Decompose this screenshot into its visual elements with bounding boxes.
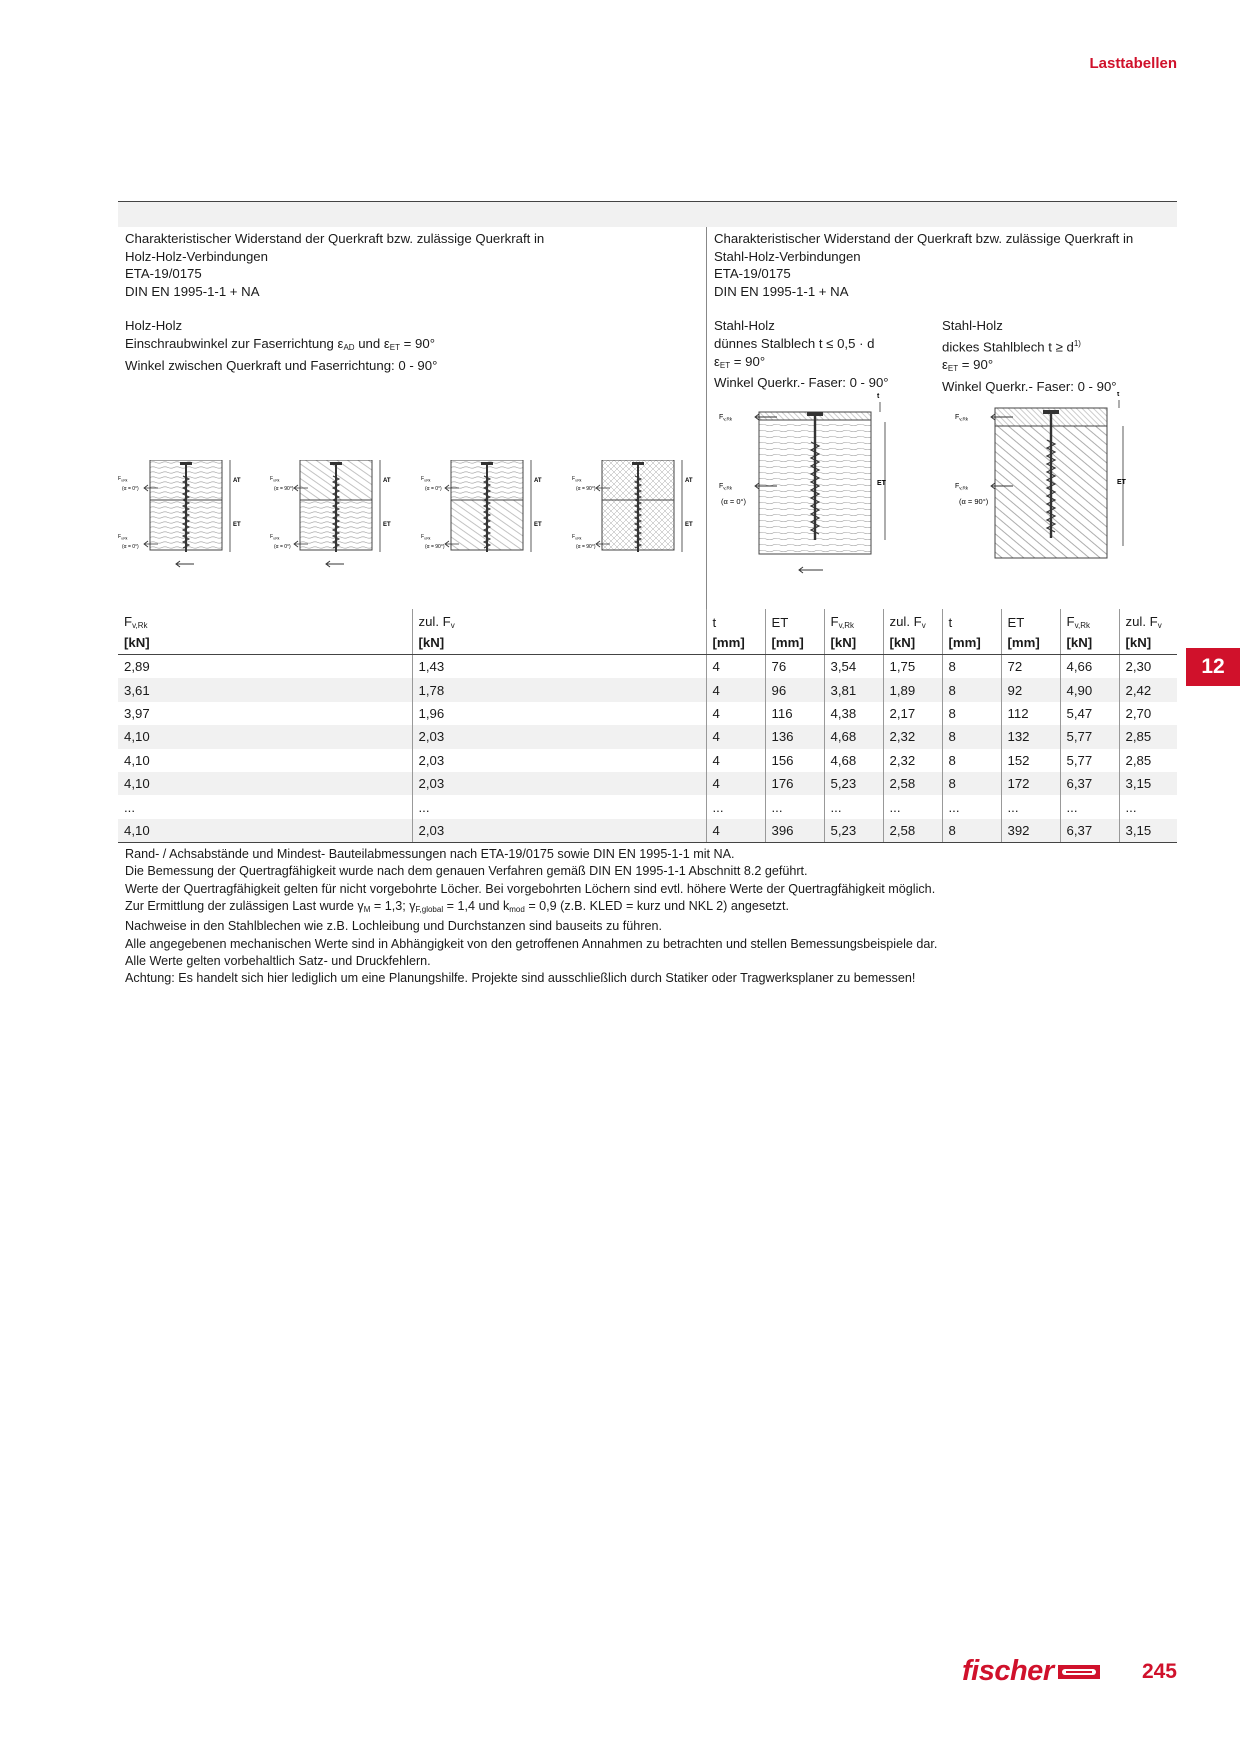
thin-plate-block	[714, 317, 942, 395]
note-1: Rand- / Achsabstände und Mindest- Bauteilabmessungen nach ETA-19/0175 sowie DIN EN 1995-1-1 mit NA.	[125, 847, 735, 862]
table-cell: 2,03	[412, 819, 706, 843]
note-5: Nachweise in den Stahlblechen wie z.B. Lochleibung und Durchstanzen sind bauseits zu führen.	[125, 919, 662, 934]
table-cell: 1,43	[412, 655, 706, 679]
table-cell: 2,32	[883, 725, 942, 748]
right-standard: DIN EN 1995-1-1 + NA	[714, 283, 849, 299]
table-cell: 112	[1001, 702, 1060, 725]
table-row	[118, 749, 1177, 772]
note-8: Achtung: Es handelt sich hier lediglich um eine Planungshilfe. Projekte sind ausschließlich durch Statiker oder Tragwerksplaner zu bemessen!	[125, 971, 916, 986]
table-cell: 136	[765, 725, 824, 748]
left-subtitle: Holz-Holz	[125, 318, 183, 334]
left-angle-line: Einschraubwinkel zur Faserrichtung $\varepsilon_{AD}$ und $\varepsilon_{ET} = 90^\circ$	[125, 335, 435, 352]
diag3-alpha-bottom: (α = 90°)	[425, 544, 445, 550]
thick-fv-bottom: $F_{v,Rk}$	[955, 483, 969, 491]
table-row	[118, 678, 1177, 701]
diagram-3	[421, 460, 542, 552]
unit-cell: [mm]	[1001, 635, 1060, 655]
diag4-alpha-top: (α = 90°)	[576, 486, 596, 492]
unit-cell: [kN]	[412, 635, 706, 655]
table-cell: 92	[1001, 678, 1060, 701]
note-7: Alle Werte gelten vorbehaltlich Satz- und Druckfehlern.	[125, 953, 431, 968]
thick-plate-condition: dickes Stahlblech $t \ge d^{1)}$	[942, 338, 1081, 355]
unit-cell: [kN]	[883, 635, 942, 655]
note-3: Werte der Quertragfähigkeit gelten für nicht vorgebohrte Löcher. Bei vorgebohrten Löchern sind evtl. höhere Werte der Quertragfähigkeit möglich.	[125, 881, 936, 896]
table-cell: 8	[942, 819, 1001, 843]
diagram-1	[118, 460, 241, 567]
brand-badge-icon	[1058, 1664, 1100, 1680]
table-cell: 132	[1001, 725, 1060, 748]
wood-wood-diagrams	[118, 460, 706, 600]
table-cell: 4,68	[824, 749, 883, 772]
table-cell: 2,42	[1119, 678, 1177, 701]
table-cell: 8	[942, 702, 1001, 725]
table-cell: 2,58	[883, 819, 942, 843]
table-cell: 5,23	[824, 819, 883, 843]
left-standard: DIN EN 1995-1-1 + NA	[125, 283, 260, 299]
diag3-fv-top: $F_{v,Rk}$	[421, 476, 431, 483]
table-cell: 8	[942, 678, 1001, 701]
diag2-at-label: AT	[383, 478, 391, 484]
thin-fv-top: $F_{v,Rk}$	[719, 414, 733, 422]
table-row	[118, 655, 1177, 679]
table-cell: 4,10	[118, 725, 412, 748]
note-4: Zur Ermittlung der zulässigen Last wurde $\gamma_M = 1,3$; $\gamma_{F,global} = 1,4$ und $k_{mod} = 0,9$ (z.B. KLED = kurz und NKL 2) angesetzt.	[125, 899, 789, 915]
table-cell: 4,10	[118, 772, 412, 795]
table-cell: 116	[765, 702, 824, 725]
table-row	[118, 819, 1177, 843]
header-cell: t	[942, 609, 1001, 635]
thick-alpha: (α = 90°)	[959, 497, 989, 506]
table-cell: ...	[883, 795, 942, 818]
fv-subscript: v,Rk	[273, 478, 280, 483]
fv-subscript: v,Rk	[273, 536, 280, 541]
chapter-tab[interactable]: 12	[1186, 648, 1240, 686]
table-cell: 2,89	[124, 659, 150, 675]
diag4-at-label: AT	[685, 478, 693, 484]
table-unit-row	[118, 635, 1177, 655]
fv-subscript: v,Rk	[121, 536, 128, 541]
diag1-alpha-bottom: (α = 0°)	[122, 544, 139, 550]
table-cell: 8	[942, 772, 1001, 795]
table-cell: 72	[1001, 655, 1060, 679]
diag1-alpha-top: (α = 0°)	[122, 486, 139, 492]
table-cell: 5,77	[1060, 725, 1119, 748]
table-cell: 6,37	[1060, 819, 1119, 843]
unit-cell: [kN]	[1119, 635, 1177, 655]
fv-subscript: v,Rk	[959, 485, 969, 491]
header-cell: $F_{v,Rk}$	[1060, 609, 1119, 635]
table-cell: 2,32	[883, 749, 942, 772]
thick-t-label: t	[1117, 392, 1120, 398]
table-cell: 8	[942, 749, 1001, 772]
table-cell: 4	[706, 725, 765, 748]
header-cell: ET	[1001, 609, 1060, 635]
table-cell: 8	[942, 725, 1001, 748]
table-cell: 3,81	[824, 678, 883, 701]
table-cell: 2,85	[1119, 749, 1177, 772]
diag4-et-label: ET	[685, 522, 693, 528]
table-cell: 5,77	[1060, 749, 1119, 772]
thin-fv-bottom: $F_{v,Rk}$	[719, 483, 733, 491]
diagram-2	[270, 460, 391, 567]
table-row	[118, 772, 1177, 795]
table-cell: 4	[706, 678, 765, 701]
right-heading-1: Charakteristischer Widerstand der Querkraft bzw. zulässige Querkraft in	[714, 231, 1134, 246]
table-cell: 172	[1001, 772, 1060, 795]
table-cell: 2,03	[412, 749, 706, 772]
table-cell: 4	[706, 772, 765, 795]
fv-subscript: v,Rk	[575, 536, 582, 541]
thin-plate-diagram	[719, 393, 887, 573]
table-cell: 4	[706, 819, 765, 843]
diag3-at-label: AT	[534, 478, 542, 484]
diag1-fv-top: $F_{v,Rk}$	[118, 476, 128, 483]
table-cell: ...	[765, 795, 824, 818]
fv-subscript: v,Rk	[121, 478, 128, 483]
table-cell: ...	[1060, 795, 1119, 818]
description-panels	[118, 227, 1177, 609]
table-cell: 4,38	[824, 702, 883, 725]
table-cell: 6,37	[1060, 772, 1119, 795]
diag3-et-label: ET	[534, 522, 542, 528]
table-cell: 2,03	[412, 725, 706, 748]
page-number: 245	[1141, 1660, 1177, 1683]
unit-cell: [kN]	[824, 635, 883, 655]
table-cell: ...	[942, 795, 1001, 818]
table-cell: ...	[824, 795, 883, 818]
table-cell: 3,97	[124, 705, 150, 721]
thin-t-label: t	[877, 393, 880, 400]
table-cell: 4,10	[118, 819, 412, 843]
diag2-fv-bottom: $F_{v,Rk}$	[270, 534, 280, 541]
fv-subscript: v,Rk	[723, 416, 733, 422]
table-cell: 4,68	[824, 725, 883, 748]
header-cell: zul. $F_v$	[412, 609, 706, 635]
table-cell: 4,10	[124, 752, 150, 768]
table-cell: ...	[124, 799, 135, 815]
table-cell: 76	[765, 655, 824, 679]
table-cell: 8	[942, 655, 1001, 679]
table-cell: 4	[706, 702, 765, 725]
table-cell: 3,54	[824, 655, 883, 679]
table-cell: 2,03	[412, 772, 706, 795]
thick-et-label: ET	[1117, 479, 1126, 486]
thick-fv-top: $F_{v,Rk}$	[955, 414, 969, 422]
right-heading-2: Stahl-Holz-Verbindungen	[714, 248, 861, 264]
table-cell: 4	[706, 655, 765, 679]
load-table-document	[118, 201, 1177, 991]
thin-plate-title: Stahl-Holz	[714, 318, 775, 334]
diag4-fv-top: $F_{v,Rk}$	[572, 476, 582, 483]
diag1-fv-bottom: $F_{v,Rk}$	[118, 534, 128, 541]
thin-plate-eps: $\varepsilon_{ET} = 90^\circ$	[714, 353, 766, 370]
table-cell: 3,61	[118, 678, 412, 701]
header-band	[118, 202, 1177, 227]
diag2-fv-top: $F_{v,Rk}$	[270, 476, 280, 483]
table-header-row	[118, 609, 1177, 635]
left-heading-2: Holz-Holz-Verbindungen	[125, 248, 268, 264]
table-cell: 396	[765, 819, 824, 843]
table-cell: 1,96	[412, 702, 706, 725]
left-angle-line-2: Winkel zwischen Querkraft und Faserrichtung: 0 - 90°	[125, 357, 438, 373]
diag2-alpha-bottom: (α = 0°)	[274, 544, 291, 550]
table-cell: ...	[412, 795, 706, 818]
thin-plate-angle: Winkel Querkr.- Faser: 0 - 90°	[714, 375, 889, 391]
table-cell: 4,90	[1060, 678, 1119, 701]
table-cell: ...	[706, 795, 765, 818]
thick-plate-title: Stahl-Holz	[942, 318, 1003, 334]
table-row	[118, 725, 1177, 748]
unit-cell: [mm]	[765, 635, 824, 655]
unit-cell: [kN]	[118, 635, 412, 655]
table-cell: 4	[706, 749, 765, 772]
diagram-4	[572, 460, 693, 552]
fv-subscript: v,Rk	[424, 536, 431, 541]
section-title: Lasttabellen	[1089, 55, 1177, 72]
unit-cell: [mm]	[706, 635, 765, 655]
fischer-logo[interactable]	[962, 1655, 1100, 1688]
table-cell: 1,89	[883, 678, 942, 701]
table-cell: 156	[765, 749, 824, 772]
table-row	[118, 795, 1177, 818]
thick-plate-eps: $\varepsilon_{ET} = 90^\circ$	[942, 356, 994, 373]
diag4-alpha-bottom: (α = 90°)	[576, 544, 596, 550]
fv-subscript: v,Rk	[575, 478, 582, 483]
steel-wood-diagrams	[707, 392, 1178, 602]
thick-plate-block	[942, 317, 1170, 395]
table-cell: 2,70	[1119, 702, 1177, 725]
header-cell: $F_{v,Rk}$	[124, 614, 148, 630]
wood-wood-panel	[118, 227, 706, 609]
table-cell: ...	[1119, 795, 1177, 818]
table-cell: 2,30	[1119, 655, 1177, 679]
unit-cell: [kN]	[1060, 635, 1119, 655]
steel-wood-panel	[706, 227, 1177, 609]
table-row	[118, 702, 1177, 725]
unit-cell: [mm]	[942, 635, 1001, 655]
table-cell: 4,66	[1060, 655, 1119, 679]
table-cell: 2,17	[883, 702, 942, 725]
header-cell: zul. $F_v$	[883, 609, 942, 635]
fv-subscript: v,Rk	[959, 416, 969, 422]
thick-plate-angle: Winkel Querkr.- Faser: 0 - 90°	[942, 378, 1117, 394]
fv-subscript: v,Rk	[723, 485, 733, 491]
left-approval: ETA-19/0175	[125, 266, 202, 282]
brand-wordmark: fischer	[962, 1655, 1054, 1687]
table-cell: 392	[1001, 819, 1060, 843]
table-cell: 5,23	[824, 772, 883, 795]
note-2: Die Bemessung der Quertragfähigkeit wurde nach dem genauen Verfahren gemäß DIN EN 1995-1-1 Abschnitt 8.2 geführt.	[125, 864, 808, 879]
table-cell: ...	[1001, 795, 1060, 818]
thin-alpha: (α = 0°)	[721, 497, 747, 506]
diag2-alpha-top: (α = 90°)	[274, 486, 294, 492]
fv-subscript: v,Rk	[424, 478, 431, 483]
diag2-et-label: ET	[383, 522, 391, 528]
table-cell: 3,15	[1119, 772, 1177, 795]
table-cell: 2,58	[883, 772, 942, 795]
table-cell: 1,78	[412, 678, 706, 701]
footnotes	[118, 843, 1177, 990]
table-cell: 5,47	[1060, 702, 1119, 725]
diag3-alpha-top: (α = 0°)	[425, 486, 442, 492]
header-cell: zul. $F_v$	[1119, 609, 1177, 635]
table-cell: 96	[765, 678, 824, 701]
thin-et-label: ET	[877, 480, 886, 487]
table-cell: 176	[765, 772, 824, 795]
table-cell: 1,75	[883, 655, 942, 679]
table-cell: 152	[1001, 749, 1060, 772]
thick-plate-diagram	[955, 392, 1127, 558]
diag1-et-label: ET	[233, 522, 241, 528]
header-cell: $F_{v,Rk}$	[824, 609, 883, 635]
header-cell: t	[706, 609, 765, 635]
diag3-fv-bottom: $F_{v,Rk}$	[421, 534, 431, 541]
table-cell: 2,85	[1119, 725, 1177, 748]
left-heading-1: Charakteristischer Widerstand der Querkraft bzw. zulässige Querkraft in	[125, 231, 545, 246]
thin-plate-condition: dünnes Stalblech t ≤ 0,5 · d	[714, 335, 875, 351]
right-approval: ETA-19/0175	[714, 266, 791, 282]
table-cell: 3,15	[1119, 819, 1177, 843]
load-table	[118, 609, 1177, 843]
diag1-at-label: AT	[233, 478, 241, 484]
diag4-fv-bottom: $F_{v,Rk}$	[572, 534, 582, 541]
table-body	[118, 655, 1177, 843]
header-cell: ET	[765, 609, 824, 635]
note-6: Alle angegebenen mechanischen Werte sind in Abhängigkeit von den getroffenen Annahmen zu betrachten und stellen Bemessungsbeispiele dar.	[125, 936, 938, 951]
